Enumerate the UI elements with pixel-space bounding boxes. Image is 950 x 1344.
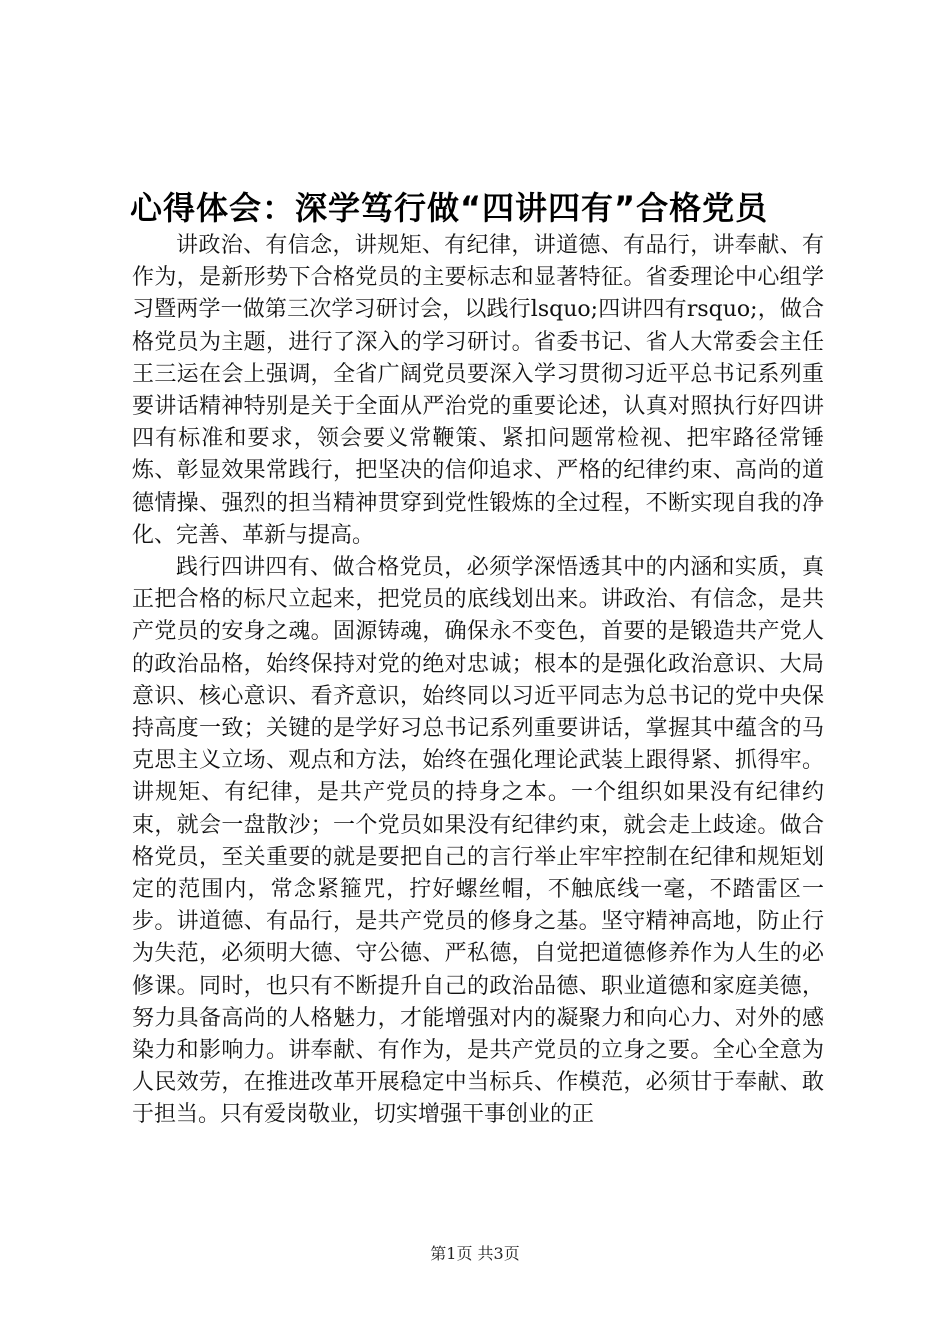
- document-title: 心得体会：深学笃行做“四讲四有”合格党员: [130, 189, 769, 227]
- paragraph: 践行四讲四有、做合格党员，必须学深悟透其中的内涵和实质，真正把合格的标尺立起来，把党员的底线划出来。讲政治、有信念，是共产党员的安身之魂。固源铸魂，确保永不变色，首要的是锻造共产党人的政治品格，始终保持对党的绝对忠诚；根本的是强化政治意识、大局意识、核心意识、看齐意识，始终同以习近平同志为总书记的党中央保持高度一致；关键的是学好习总书记系列重要讲话，掌握其中蕴含的马克思主义立场、观点和方法，始终在强化理论武装上跟得紧、抓得牢。讲规矩、有纪律，是共产党员的持身之本。一个组织如果没有纪律约束，就会一盘散沙；一个党员如果没有纪律约束，就会走上歧途。做合格党员，至关重要的就是要把自己的言行举止牢牢控制在纪律和规矩划定的范围内，常念紧箍咒，拧好螺丝帽，不触底线一毫，不踏雷区一步。讲道德、有品行，是共产党员的修身之基。坚守精神高地，防止行为失范，必须明大德、守公德、严私德，自觉把道德修养作为人生的必修课。同时，也只有不断提升自己的政治品德、职业道德和家庭美德，努力具备高尚的人格魅力，才能增强对内的凝聚力和向心力、对外的感染力和影响力。讲奉献、有作为，是共产党员的立身之要。全心全意为人民效劳，在推进改革开展稳定中当标兵、作模范，必须甘于奉献、敢于担当。只有爱岗敬业，切实增强干事创业的正: [132, 555, 824, 1128]
- paragraph: 讲政治、有信念，讲规矩、有纪律，讲道德、有品行，讲奉献、有作为，是新形势下合格党员的主要标志和显著特征。省委理论中心组学习暨两学一做第三次学习研讨会，以践行lsquo;四讲四有rsquo;，做合格党员为主题，进行了深入的学习研讨。省委书记、省人大常委会主任王三运在会上强调，全省广阔党员要深入学习贯彻习近平总书记系列重要讲话精神特别是关于全面从严治党的重要论述，认真对照执行好四讲四有标准和要求，领会要义常鞭策、紧扣问题常检视、把牢路径常锤炼、彰显效果常践行，把坚决的信仰追求、严格的纪律约束、高尚的道德情操、强烈的担当精神贯穿到党性锻炼的全过程，不断实现自我的净化、完善、革新与提高。: [132, 233, 824, 548]
- document-body: [132, 230, 824, 1132]
- page-number: 第1页 共3页: [430, 1244, 520, 1263]
